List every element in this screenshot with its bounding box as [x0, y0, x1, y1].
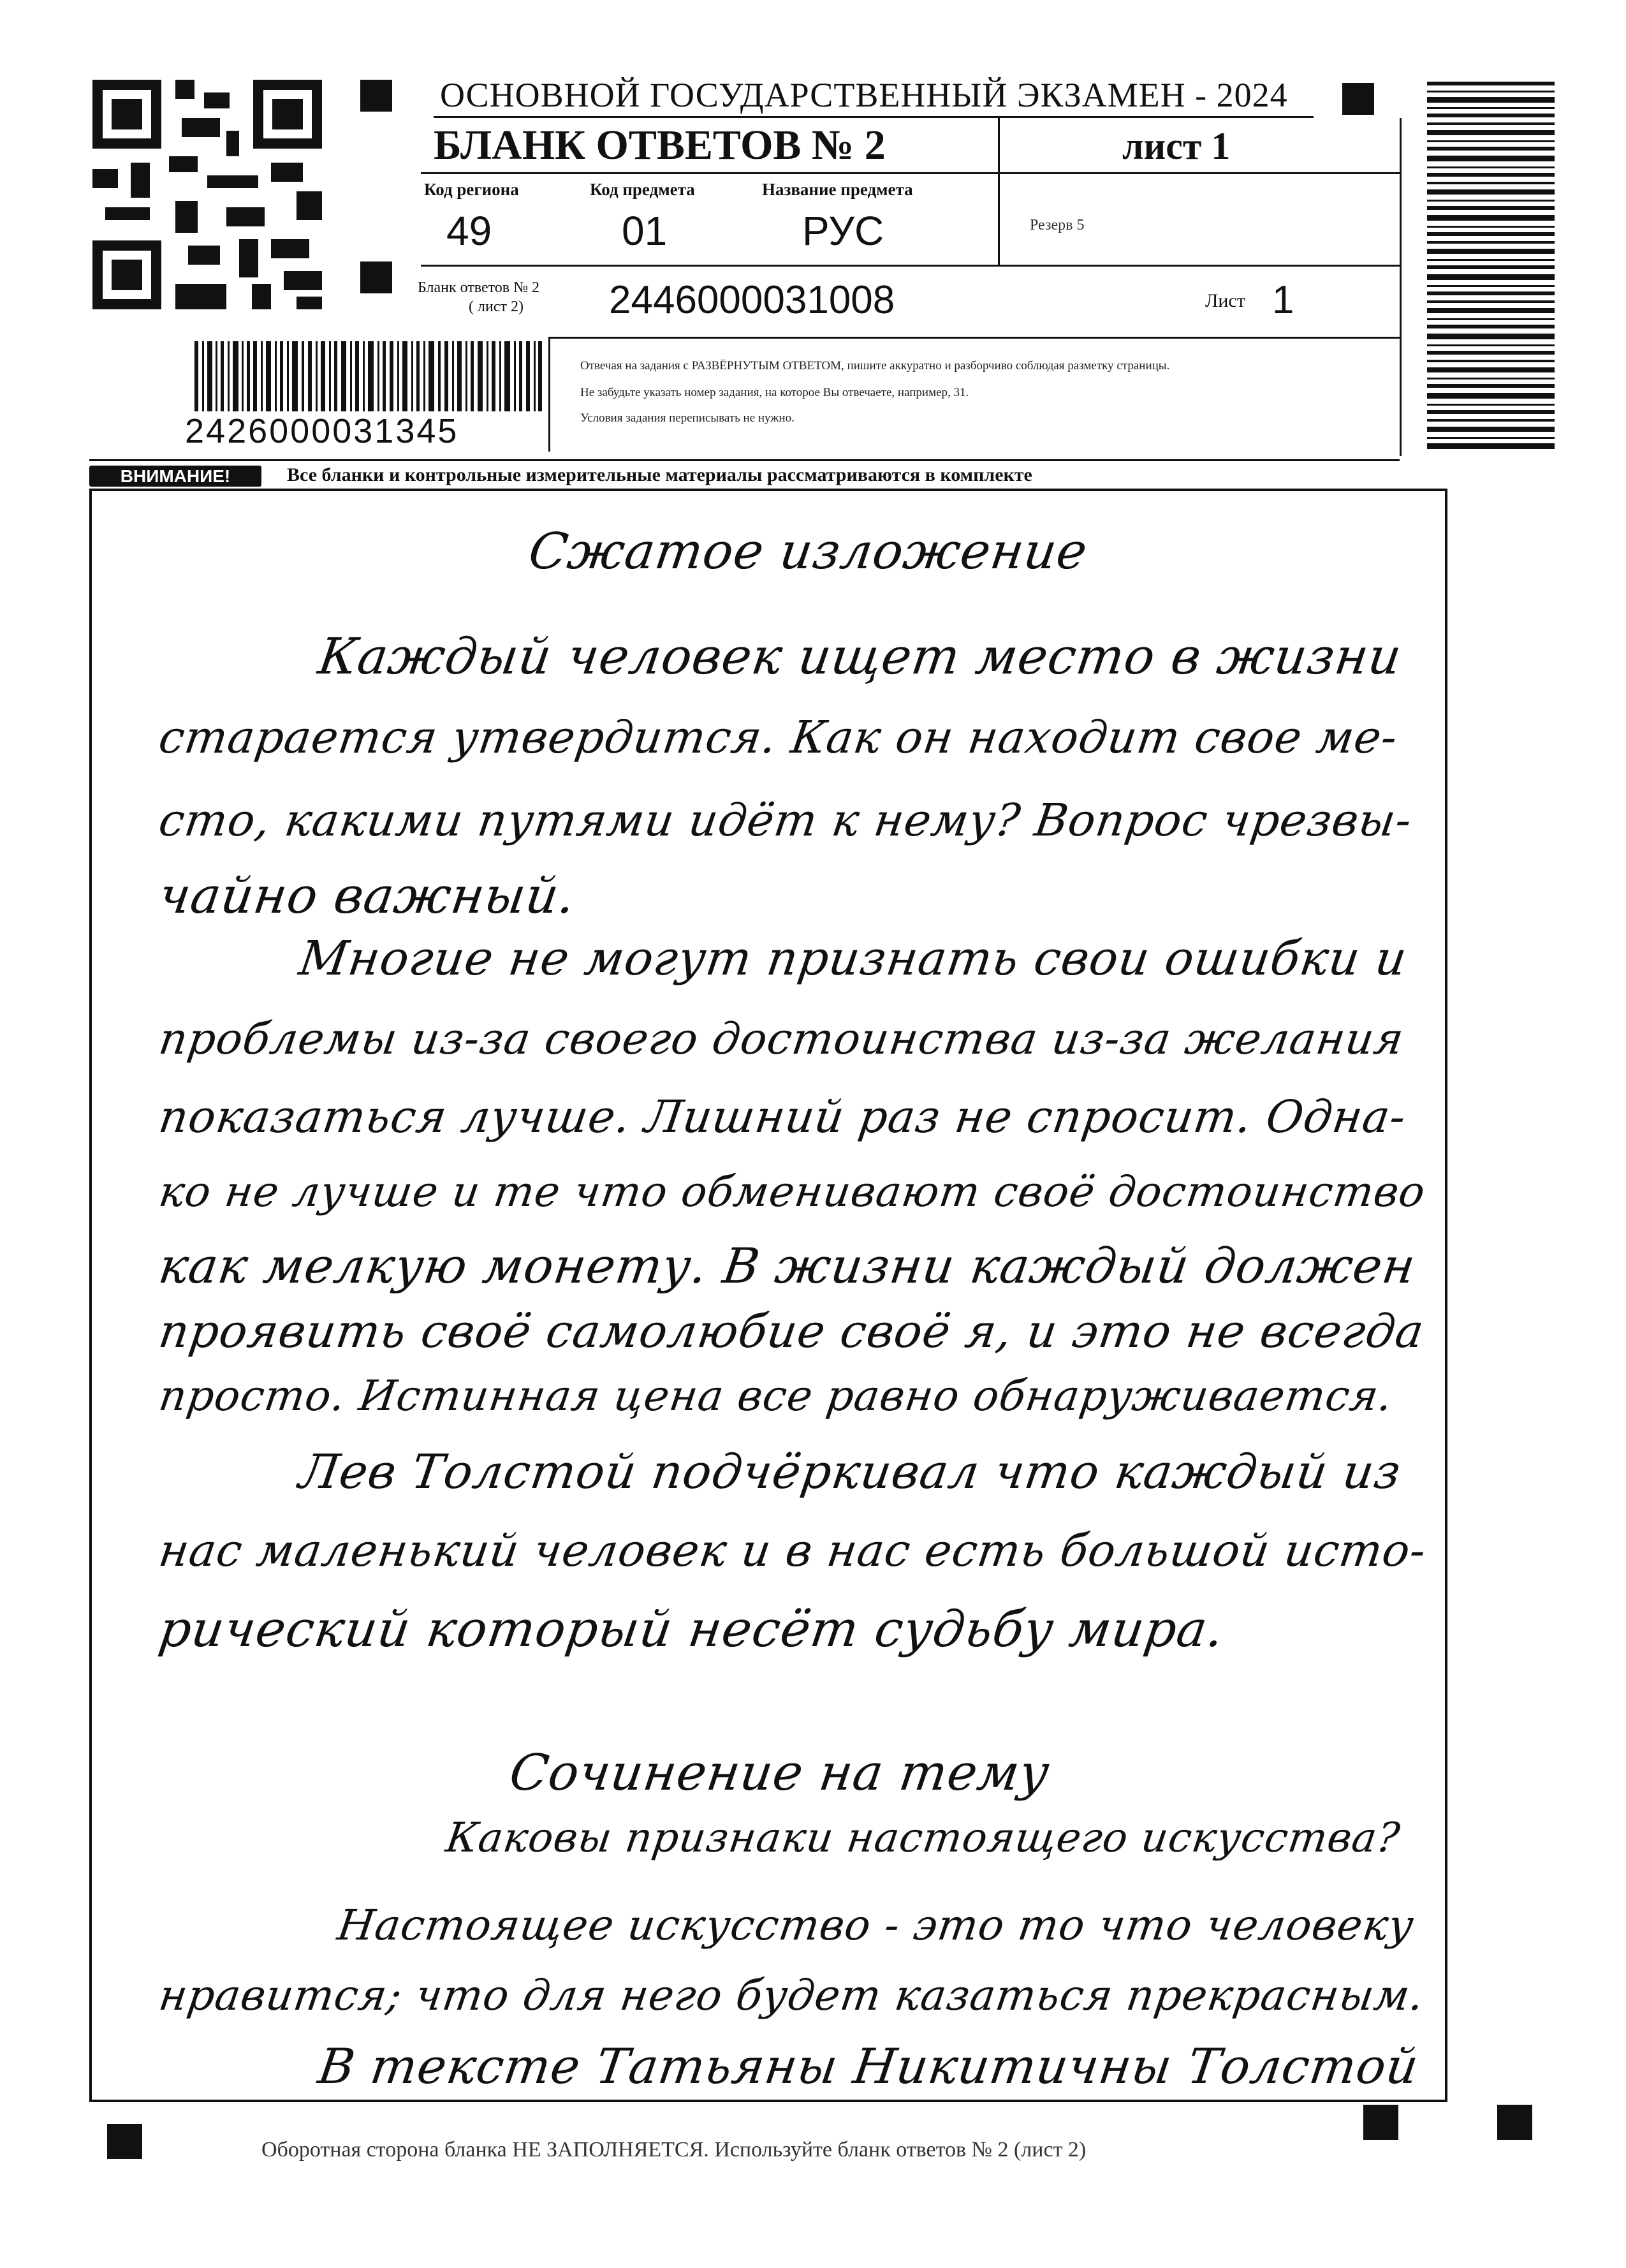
registration-mark [360, 261, 392, 293]
handwritten-line: показаться лучше. Лишний раз не спросит. Одна- [156, 1091, 1410, 1143]
registration-mark [1342, 83, 1374, 115]
divider [421, 265, 1400, 267]
handwritten-line: В тексте Татьяны Никитичны Толстой [314, 2038, 1423, 2095]
subject-code-label: Код предмета [590, 180, 695, 199]
region-code-label: Код региона [424, 180, 519, 199]
handwritten-line: просто. Истинная цена все равно обнаруживается. [156, 1371, 1396, 1420]
side-barcode [1427, 82, 1555, 452]
handwritten-line: нас маленький человек и в нас есть большой исто- [156, 1524, 1430, 1577]
handwritten-line: рический который несёт судьбу мира. [155, 1601, 1228, 1658]
divider [1400, 118, 1402, 456]
instruction-1: Отвечая на задания с РАЗВЁРНУТЫМ ОТВЕТОМ, пишите аккуратно и разборчиво соблюдая разметку страницы. [580, 359, 1170, 372]
exam-title: ОСНОВНОЙ ГОСУДАРСТВЕННЫЙ ЭКЗАМЕН - 2024 [440, 76, 1288, 114]
barcode [194, 341, 542, 411]
divider [998, 118, 1000, 265]
handwritten-line: проявить своё самолюбие своё я, и это не всегда [156, 1304, 1428, 1358]
handwritten-line: сто, какими путями идёт к нему? Вопрос чрезвы- [156, 794, 1416, 846]
handwritten-line: Настоящее искусство - это то что человеку [334, 1901, 1417, 1950]
subject-name-value: РУС [802, 208, 884, 254]
region-code-value: 49 [446, 208, 492, 254]
divider [998, 172, 1400, 174]
instruction-3: Условия задания переписывать не нужно. [580, 411, 795, 425]
handwritten-line: как мелкую монету. В жизни каждый должен [155, 1237, 1419, 1294]
registration-mark [1497, 2105, 1532, 2140]
reserve-label: Резерв 5 [1030, 217, 1085, 233]
instruction-2: Не забудьте указать номер задания, на которое Вы отвечаете, например, 31. [580, 386, 969, 399]
handwritten-heading: Сочинение на тему [506, 1744, 1053, 1802]
divider [421, 172, 998, 174]
handwritten-line: Многие не могут признать свои ошибки и [295, 931, 1411, 986]
blank-number: 2446000031008 [609, 278, 895, 322]
handwritten-line: Лев Толстой подчёркивал что каждый из [295, 1445, 1405, 1499]
footer-note: Оборотная сторона бланка НЕ ЗАПОЛНЯЕТСЯ. Используйте бланк ответов № 2 (лист 2) [261, 2138, 1087, 2161]
divider [434, 116, 1314, 118]
blank-ref-sheet: ( лист 2) [469, 298, 524, 315]
handwritten-line: Каждый человек ищет место в жизни [314, 628, 1405, 686]
handwritten-line: ко не лучше и те что обменивают своё достоинство [156, 1167, 1429, 1216]
handwritten-heading: Сжатое изложение [525, 523, 1092, 580]
barcode-number: 2426000031345 [185, 412, 459, 450]
blank-ref-label: Бланк ответов № 2 [418, 279, 540, 296]
handwritten-line: старается утвердится. Как он находит свое ме- [156, 711, 1401, 763]
divider [89, 459, 1400, 461]
handwritten-line: чайно важный. [155, 867, 580, 925]
list-label: Лист [1205, 290, 1245, 311]
warning-badge: ВНИМАНИЕ! [89, 466, 261, 487]
subject-name-label: Название предмета [762, 180, 913, 199]
form-title: БЛАНК ОТВЕТОВ № 2 [434, 122, 886, 168]
handwritten-line: проблемы из-за своего достоинства из-за желания [156, 1014, 1407, 1064]
qr-code [92, 80, 322, 309]
warning-text: Все бланки и контрольные измерительные материалы рассматриваются в комплекте [287, 464, 1032, 485]
registration-mark [360, 80, 392, 112]
divider [548, 337, 550, 452]
registration-mark [1363, 2105, 1398, 2140]
handwritten-line: нравится; что для него будет казаться прекрасным. [156, 1971, 1428, 2020]
sheet-label: лист 1 [1122, 125, 1231, 167]
registration-mark [107, 2124, 142, 2159]
handwritten-line: Каковы признаки настоящего искусства? [443, 1815, 1403, 1862]
subject-code-value: 01 [622, 208, 668, 254]
divider [548, 337, 1400, 339]
list-number: 1 [1272, 278, 1294, 322]
